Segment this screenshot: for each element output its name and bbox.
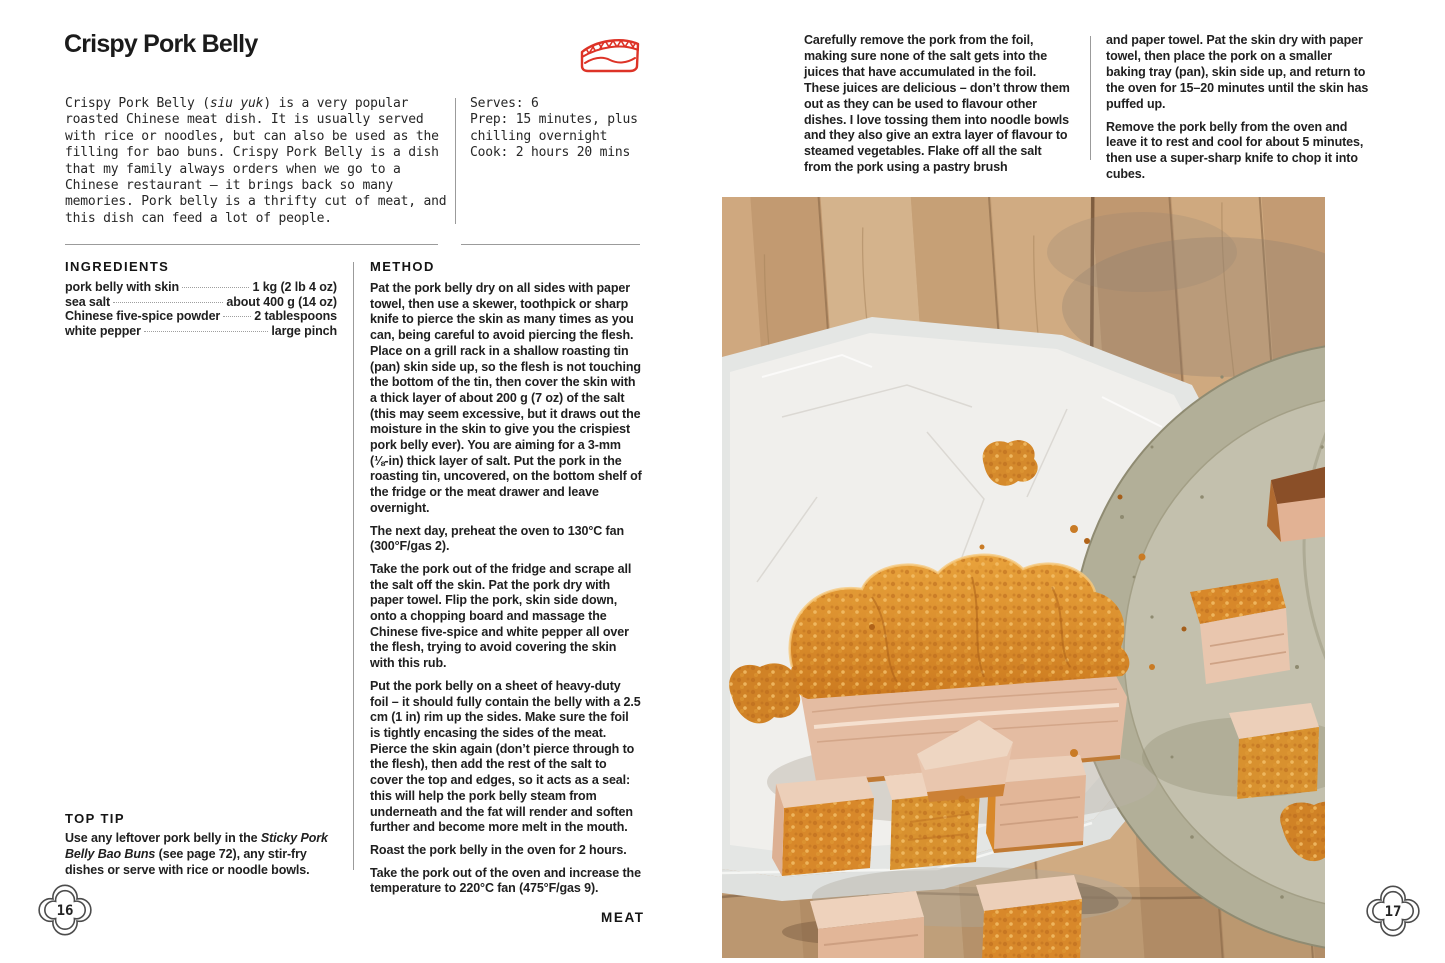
dotted-leader — [144, 331, 269, 332]
section-footer: MEAT — [601, 910, 645, 925]
top-tip-text — [65, 830, 345, 878]
continuation-column-1 — [804, 33, 1070, 183]
recipe-meta — [470, 96, 650, 162]
divider-ingredients-method — [353, 262, 354, 870]
method-step: and paper towel. Pat the skin dry with paper towel, then place the pork on a smaller baking tray (pan), skin side up, and return to the oven for 15–20 minutes until the skin has puffed up. — [1106, 33, 1369, 111]
ingredient-amount: about 400 g (14 oz) — [226, 294, 337, 309]
divider-left-column — [65, 244, 438, 245]
ingredient-name: Chinese five-spice powder — [65, 309, 221, 324]
method-step: Pat the pork belly dry on all sides with paper towel, then use a skewer, toothpick or sharp knife to pierce the skin as many times as you can, being careful to avoid piercing the flesh. Place on a grill rack in a shallow roasting tin (pan) skin side up, so the flesh is not touching the bottom of the tin, then cover the skin with a thick layer of about 200 g (7 oz) of the salt (this may seem excessive, but it draws out the moisture in the skin to give you the crispiest pork belly ever). You are aiming for a 3-mm (⅛-in) thick layer of salt. Put the pork in the roasting tin, uncovered, on the bottom shelf of the fridge or the meat drawer and leave overnight. — [370, 281, 642, 515]
page-number-badge-left — [36, 883, 94, 937]
ingredient-amount: 1 kg (2 lb 4 oz) — [252, 280, 337, 294]
intro-text-rest: ) is a very popular roasted Chinese meat dish. It is usually served with rice or noodles, but can also be used as the filling for bao buns. Crispy Pork Belly is a dish that my family always orders when we go to a Chinese restaurant – it brings back so many memories. Pork belly is a thrifty cut of meat, and this dish can feed a lot of people. — [65, 96, 447, 226]
recipe-intro — [65, 96, 457, 227]
dotted-leader — [182, 287, 249, 288]
method-heading: METHOD — [370, 259, 435, 274]
divider-intro-meta — [455, 98, 456, 224]
method-step: Take the pork out of the oven and increase the temperature to 220°C fan (475°F/gas 9). — [370, 865, 641, 896]
ingredient-name: white pepper — [65, 323, 141, 338]
ingredient-name: sea salt — [65, 294, 111, 309]
cook-line: Cook: 2 hours 20 mins — [470, 145, 631, 161]
divider-right-columns — [1090, 36, 1091, 160]
dotted-leader — [113, 302, 223, 303]
pork-belly-slab-icon — [577, 32, 643, 74]
intro-text: Crispy Pork Belly ( — [65, 96, 210, 111]
method-step: Remove the pork belly from the oven and leave it to rest and cool for about 5 minutes, then use a super-sharp knife to chop it into cubes. — [1106, 119, 1364, 182]
tip-text: Use any leftover pork belly in the — [65, 831, 261, 845]
continuation-column-2 — [1106, 33, 1374, 190]
ingredient-row — [65, 280, 337, 295]
top-tip-heading: TOP TIP — [65, 811, 125, 826]
ingredient-row — [65, 295, 337, 310]
tip-text-rest: (see page 72), any stir-fry dishes or serve with rice or noodle bowls. — [65, 847, 310, 877]
method-step: Put the pork belly on a sheet of heavy-duty foil – it should fully contain the belly with a 2.5 cm (1 in) rim up the sides. Make sure the foil is tightly encasing the sides of the meat. Pierce the skin again (don’t pierce through to the flesh), then add the rest of the salt to cover the top and edges, so it acts as a seal: this will help the pork belly steam from underneath and the fat will render and soften further and become more melt in the mouth. — [370, 678, 641, 835]
serves-line: Serves: 6 — [470, 96, 539, 111]
ingredients-list — [65, 280, 337, 338]
page-number-badge-right — [1364, 884, 1422, 938]
page-title: Crispy Pork Belly — [64, 30, 258, 58]
ingredient-row — [65, 324, 337, 339]
recipe-photo — [722, 197, 1325, 958]
method-step: Roast the pork belly in the oven for 2 hours. — [370, 842, 627, 857]
method-step: The next day, preheat the oven to 130°C fan (300°F/gas 2). — [370, 523, 625, 554]
ingredients-heading: INGREDIENTS — [65, 259, 170, 274]
ingredient-name: pork belly with skin — [65, 280, 179, 294]
page-number-right: 17 — [1384, 904, 1402, 920]
tip-recipe-reference: Sticky Pork Belly Bao Buns — [65, 831, 328, 861]
ingredient-row — [65, 309, 337, 324]
method-steps — [370, 281, 642, 904]
method-step: Carefully remove the pork from the foil, making sure none of the salt gets into the juices that have accumulated in the foil. These juices are delicious – don’t throw them out as they can be used to flavour other dishes. I love tossing them into noodle bowls and they also give an extra layer of flavour to steamed vegetables. Flake off all the salt from the pork using a pastry brush — [804, 33, 1070, 175]
intro-italic-name: siu yuk — [209, 96, 264, 111]
dotted-leader — [223, 316, 251, 317]
method-step: Take the pork out of the fridge and scrape all the salt off the skin. Pat the pork dry with paper towel. Flip the pork, skin side down, onto a chopping board and massage the Chinese five-spice and white pepper all over the flesh, trying to avoid covering the skin with this rub. — [370, 561, 632, 671]
page-number-left: 16 — [56, 903, 74, 919]
prep-line: Prep: 15 minutes, plus chilling overnight — [470, 112, 638, 144]
ingredient-amount: large pinch — [271, 323, 337, 338]
ingredient-amount: 2 tablespoons — [254, 309, 337, 324]
divider-right-column — [461, 244, 640, 245]
